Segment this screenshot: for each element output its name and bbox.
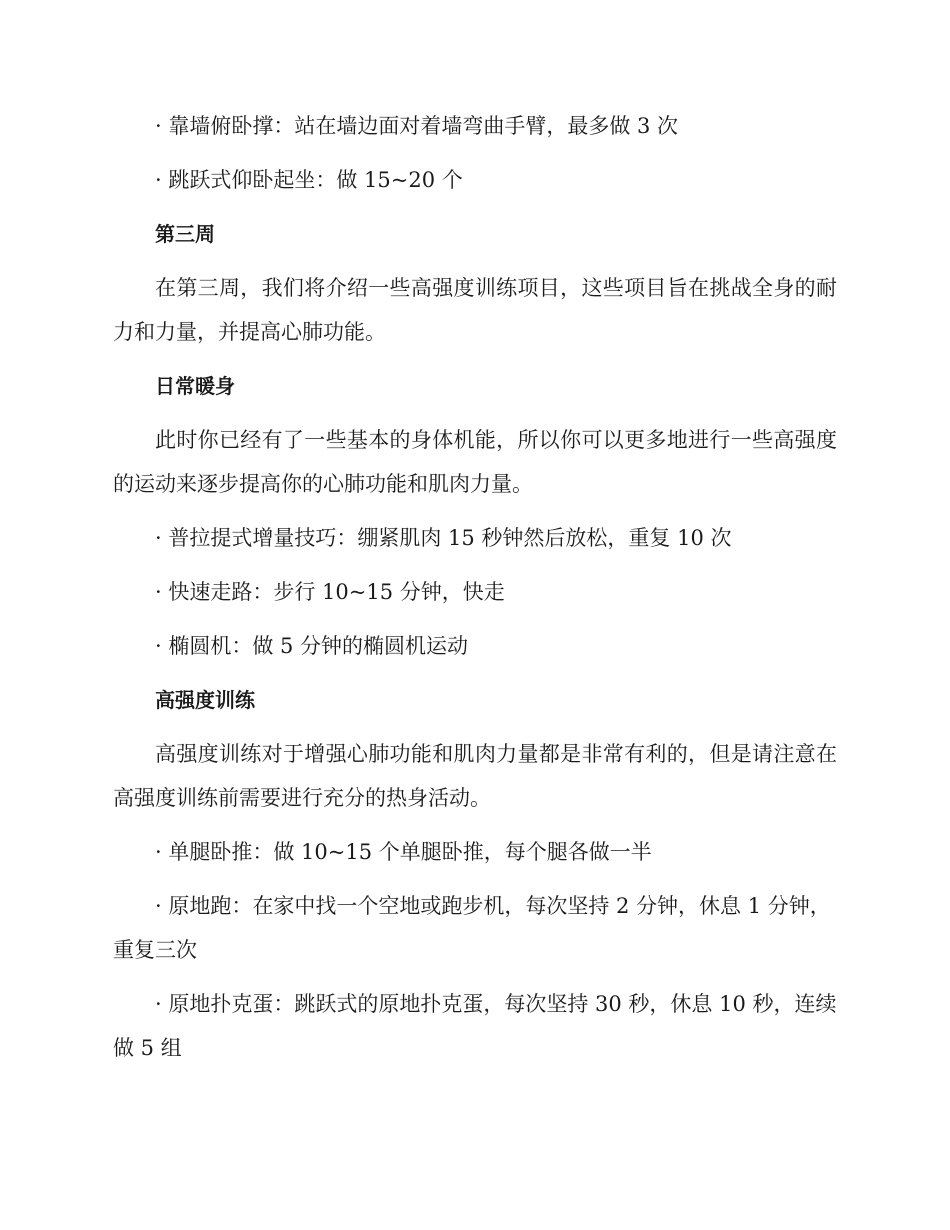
bullet-run-in-place: · 原地跑：在家中找一个空地或跑步机，每次坚持 2 分钟，休息 1 分钟，重复三次 <box>113 894 831 962</box>
paragraph-warmup-intro: 此时你已经有了一些基本的身体机能，所以你可以更多地进行一些高强度的运动来逐步提高你的心肺功能和肌肉力量。 <box>113 428 837 496</box>
bullet-wall-pushup: · 靠墙俯卧撑：站在墙边面对着墙弯曲手臂，最多做 3 次 <box>155 114 679 138</box>
heading-daily-warmup: 日常暖身 <box>155 374 235 398</box>
heading-hiit: 高强度训练 <box>155 688 255 712</box>
bullet-jumping-situp: · 跳跃式仰卧起坐：做 15~20 个 <box>155 168 463 192</box>
paragraph-hiit-intro: 高强度训练对于增强心肺功能和肌肉力量都是非常有利的，但是请注意在高强度训练前需要进行充分的热身活动。 <box>113 742 837 810</box>
bullet-jumping-exercise: · 原地扑克蛋：跳跃式的原地扑克蛋，每次坚持 30 秒，休息 10 秒，连续做 5 组 <box>113 992 837 1060</box>
paragraph-week-three-intro: 在第三周，我们将介绍一些高强度训练项目，这些项目旨在挑战全身的耐力和力量，并提高心肺功能。 <box>113 276 837 344</box>
bullet-fast-walk: · 快速走路：步行 10~15 分钟，快走 <box>155 580 505 604</box>
heading-week-three: 第三周 <box>155 222 215 246</box>
bullet-elliptical: · 椭圆机：做 5 分钟的椭圆机运动 <box>155 634 469 658</box>
document-page <box>113 104 837 1080</box>
bullet-single-leg-press: · 单腿卧推：做 10~15 个单腿卧推，每个腿各做一半 <box>155 840 652 864</box>
bullet-pilates: · 普拉提式增量技巧：绷紧肌肉 15 秒钟然后放松，重复 10 次 <box>155 526 732 550</box>
